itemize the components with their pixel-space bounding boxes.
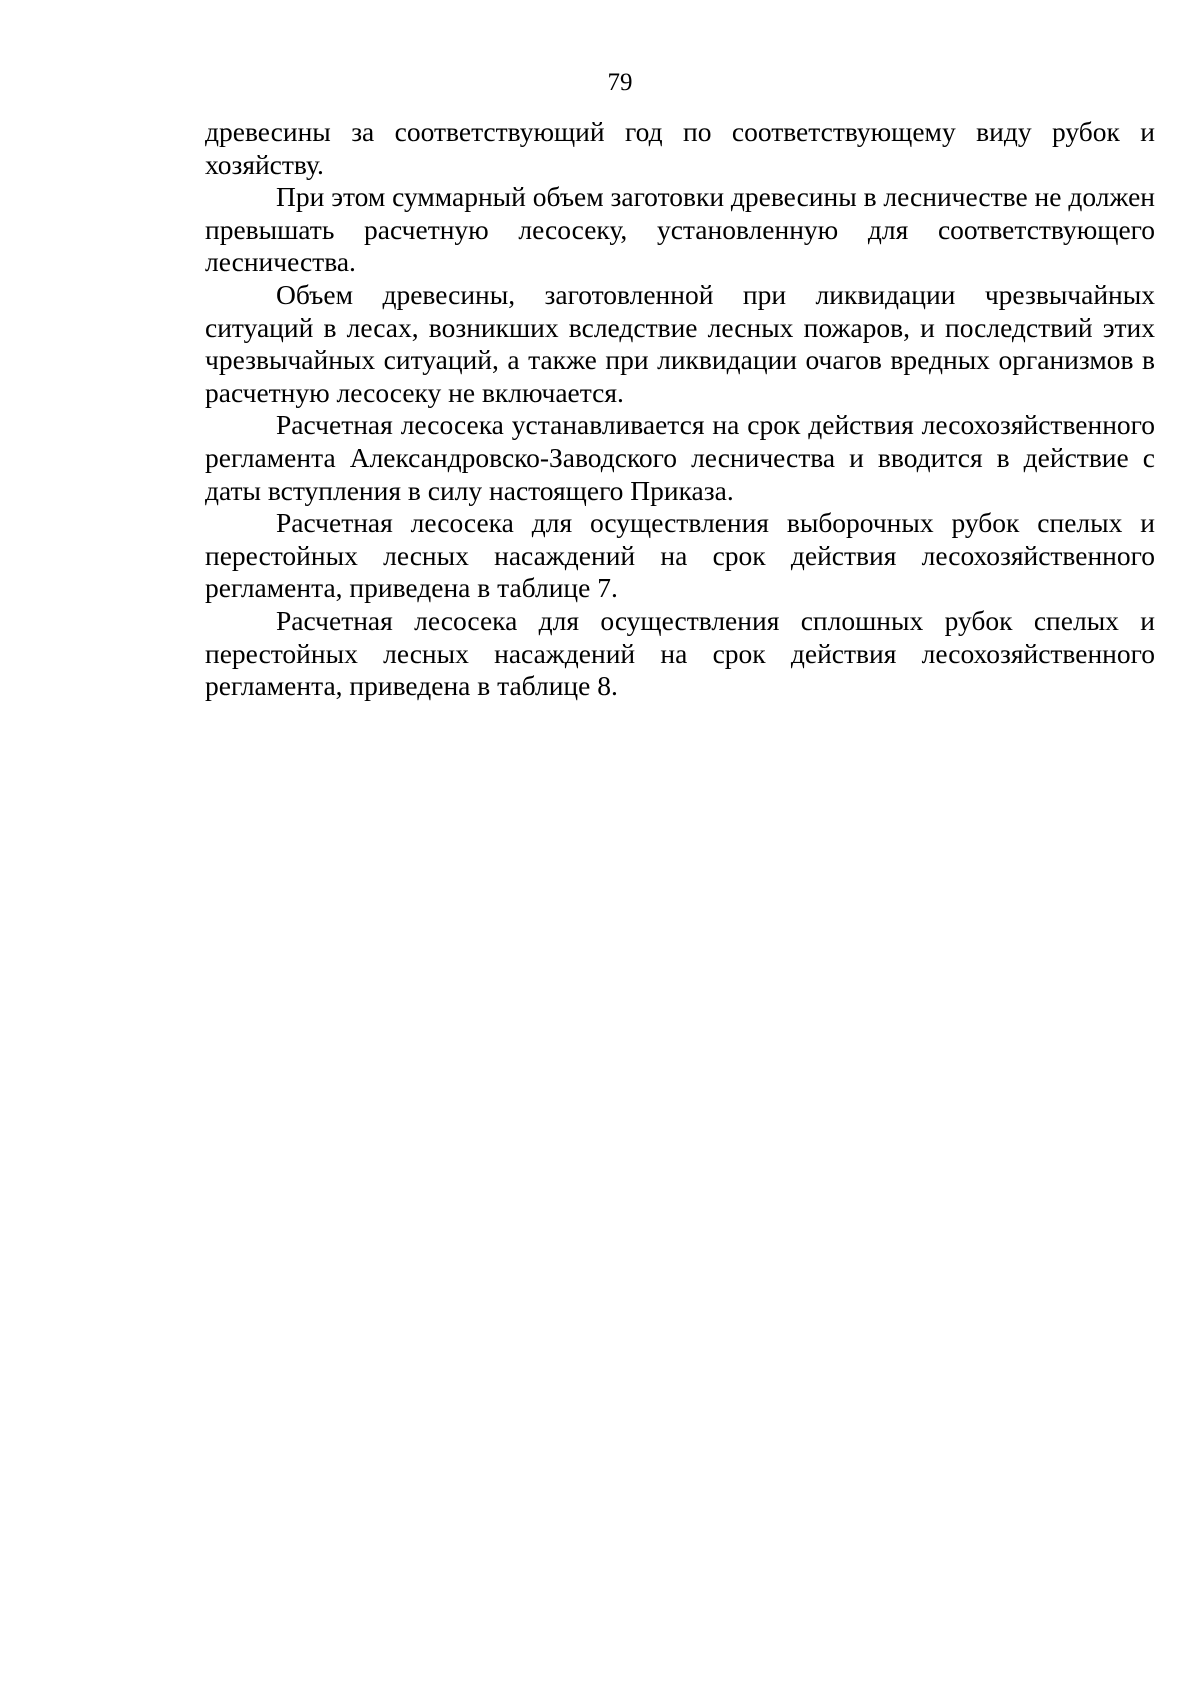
- paragraph-total-harvest-limit: При этом суммарный объем заготовки древесины в лесничестве не должен превышать расчетную лесосеку, установленную для соответствующего лесничества.: [205, 181, 1155, 278]
- paragraph-emergency-harvest: Объем древесины, заготовленной при ликвидации чрезвычайных ситуаций в лесах, возникших вследствие лесных пожаров, и последствий этих чрезвычайных ситуаций, а также при ликвидации очагов вредных организмов в расчетную лесосеку не включается.: [205, 278, 1155, 408]
- page-number: 79: [607, 69, 633, 96]
- paragraph-clear-cutting-table-8: Расчетная лесосека для осуществления сплошных рубок спелых и перестойных лесных насаждений на срок действия лесохозяйственного регламента, приведена в таблице 8.: [205, 604, 1155, 702]
- paragraph-allowable-cut-term: Расчетная лесосека устанавливается на срок действия лесохозяйственного регламента Александровско-Заводского лесничества и вводится в действие с даты вступления в силу настоящего Приказа.: [205, 409, 1155, 506]
- paragraph-continuation: древесины за соответствующий год по соответствующему виду рубок и хозяйству.: [205, 116, 1155, 180]
- document-body: [205, 116, 1155, 703]
- paragraph-selective-cutting-table-7: Расчетная лесосека для осуществления выборочных рубок спелых и перестойных лесных насаждений на срок действия лесохозяйственного регламента, приведена в таблице 7.: [205, 507, 1155, 604]
